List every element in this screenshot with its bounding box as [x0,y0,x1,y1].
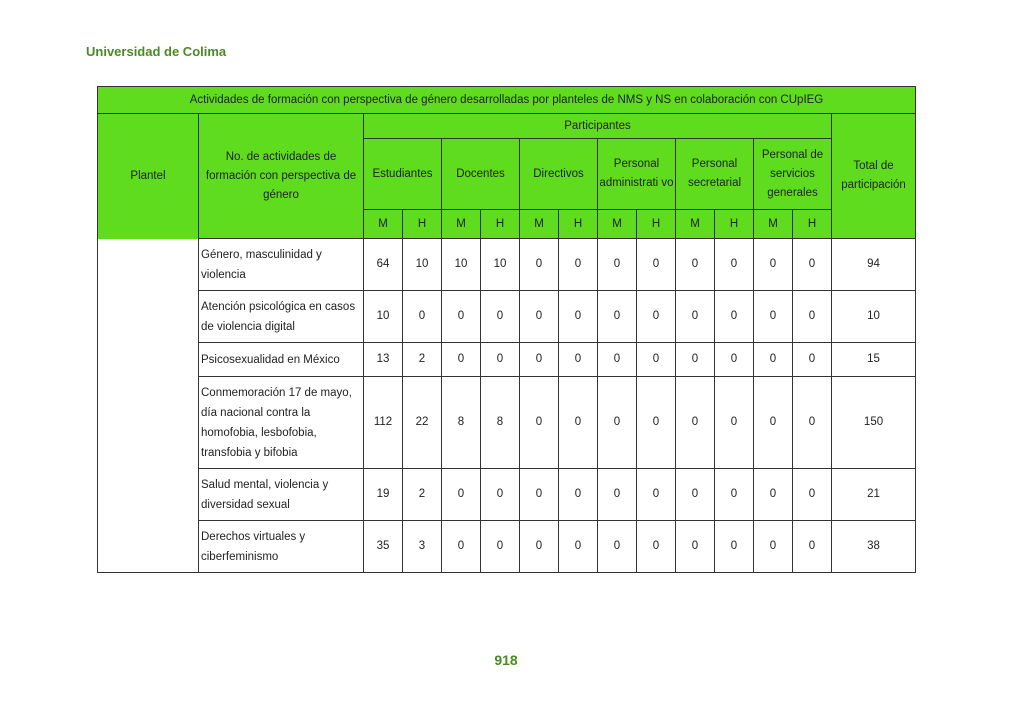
participant-count: 0 [559,521,598,573]
participant-count: 0 [559,291,598,343]
total-participation: 15 [832,343,916,377]
sex-header: H [637,210,676,239]
participant-count: 13 [364,343,403,377]
participant-count: 0 [598,291,637,343]
participant-count: 0 [676,469,715,521]
participant-count: 0 [793,469,832,521]
participant-count: 0 [715,291,754,343]
participant-count: 35 [364,521,403,573]
participant-count: 0 [637,239,676,291]
activities-table [97,86,916,573]
participant-count: 0 [637,291,676,343]
sex-header: M [754,210,793,239]
participant-count: 0 [481,469,520,521]
participant-count: 0 [676,343,715,377]
participant-count: 0 [442,291,481,343]
activity-name: Atención psicológica en casos de violencia digital [199,291,364,343]
participant-count: 0 [637,521,676,573]
table-row [98,343,916,377]
column-header-actividades: No. de actividades de formación con perspectiva de género [199,114,364,239]
participant-count: 0 [520,239,559,291]
participant-count: 0 [481,291,520,343]
organization-name: Universidad de Colima [86,44,227,59]
participant-count: 0 [637,469,676,521]
participant-count: 19 [364,469,403,521]
participant-count: 0 [793,239,832,291]
total-participation: 21 [832,469,916,521]
participant-count: 10 [481,239,520,291]
participant-count: 0 [598,521,637,573]
table-row [98,521,916,573]
participant-count: 0 [481,521,520,573]
activity-name: Salud mental, violencia y diversidad sexual [199,469,364,521]
group-header-docentes: Docentes [442,139,520,210]
total-participation: 150 [832,377,916,469]
participant-count: 8 [442,377,481,469]
table-row [98,239,916,291]
total-participation: 94 [832,239,916,291]
sex-header: M [442,210,481,239]
participant-count: 0 [754,343,793,377]
column-header-plantel: Plantel [98,114,199,239]
participant-count: 2 [403,469,442,521]
participant-count: 0 [559,343,598,377]
table-row [98,377,916,469]
participant-count: 0 [754,291,793,343]
participant-count: 0 [520,469,559,521]
total-participation: 10 [832,291,916,343]
participant-count: 10 [364,291,403,343]
participant-count: 0 [598,239,637,291]
participant-count: 0 [676,239,715,291]
activity-name: Psicosexualidad en México [199,343,364,377]
participant-count: 3 [403,521,442,573]
sex-header: M [520,210,559,239]
sex-header: H [403,210,442,239]
participant-count: 0 [481,343,520,377]
group-header-estudiantes: Estudiantes [364,139,442,210]
participant-count: 0 [676,291,715,343]
sex-header: H [481,210,520,239]
participant-count: 22 [403,377,442,469]
page-number: 918 [494,652,518,668]
participant-count: 2 [403,343,442,377]
participant-count: 0 [793,521,832,573]
participant-count: 0 [598,377,637,469]
group-header-personal-administrativo: Personal administrati vo [598,139,676,210]
participant-count: 0 [754,469,793,521]
participant-count: 0 [442,521,481,573]
table-row [98,469,916,521]
activity-name: Género, masculinidad y violencia [199,239,364,291]
participant-count: 0 [715,239,754,291]
activity-name: Derechos virtuales y ciberfeminismo [199,521,364,573]
total-participation: 38 [832,521,916,573]
sex-header: H [559,210,598,239]
participant-count: 0 [637,377,676,469]
participant-count: 0 [754,377,793,469]
participant-count: 0 [403,291,442,343]
participant-count: 0 [520,521,559,573]
table-title: Actividades de formación con perspectiva de género desarrolladas por planteles de NMS y NS en colaboración con CUpIEG [98,87,916,114]
sex-header: H [715,210,754,239]
table-row [98,291,916,343]
sex-header: H [793,210,832,239]
participant-count: 0 [715,469,754,521]
participant-count: 0 [793,343,832,377]
participant-count: 0 [520,343,559,377]
plantel-cell [98,239,199,573]
group-header-personal-servicios-generales: Personal de servicios generales [754,139,832,210]
participant-count: 0 [520,377,559,469]
participant-count: 0 [520,291,559,343]
participant-count: 0 [559,377,598,469]
activity-name: Conmemoración 17 de mayo, día nacional contra la homofobia, lesbofobia, transfobia y bifobia [199,377,364,469]
participant-count: 0 [793,291,832,343]
participant-count: 64 [364,239,403,291]
participant-count: 0 [715,343,754,377]
participant-count: 0 [559,469,598,521]
participant-count: 0 [715,521,754,573]
participant-count: 0 [598,343,637,377]
participant-count: 10 [442,239,481,291]
column-header-total: Total de participación [832,114,916,239]
participant-count: 0 [676,377,715,469]
participant-count: 0 [442,343,481,377]
group-header-directivos: Directivos [520,139,598,210]
sex-header: M [676,210,715,239]
participant-count: 0 [715,377,754,469]
participant-count: 0 [676,521,715,573]
participant-count: 0 [754,521,793,573]
participant-count: 0 [793,377,832,469]
participant-count: 0 [559,239,598,291]
column-header-participantes: Participantes [364,114,832,139]
sex-header: M [364,210,403,239]
participant-count: 112 [364,377,403,469]
sex-header: M [598,210,637,239]
group-header-personal-secretarial: Personal secretarial [676,139,754,210]
participant-count: 8 [481,377,520,469]
participant-count: 0 [598,469,637,521]
participant-count: 0 [442,469,481,521]
participant-count: 0 [754,239,793,291]
participant-count: 10 [403,239,442,291]
participant-count: 0 [637,343,676,377]
